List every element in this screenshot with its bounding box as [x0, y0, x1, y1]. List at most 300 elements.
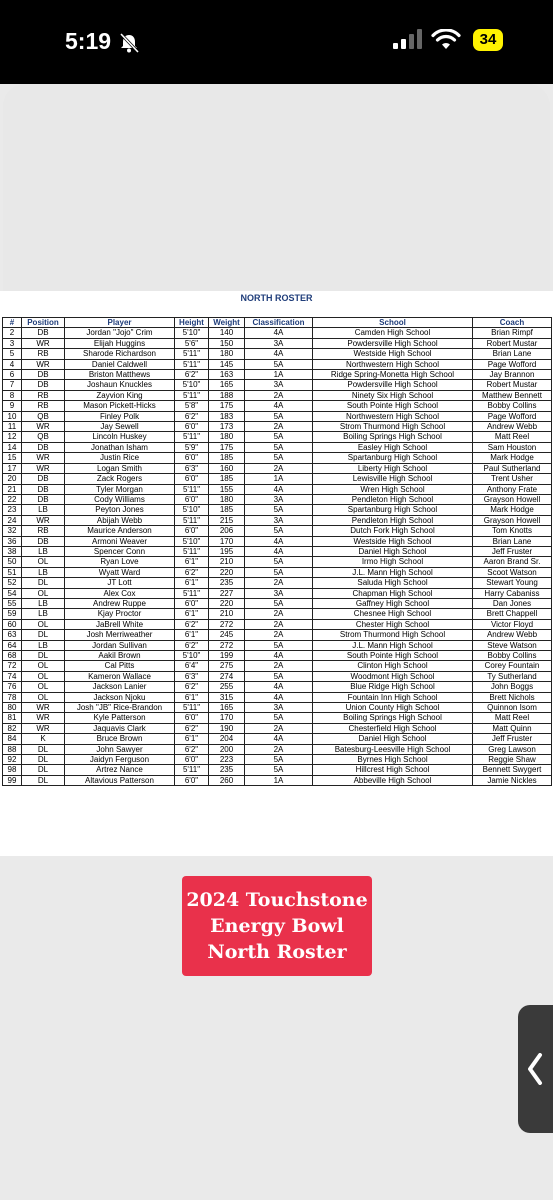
table-row	[3, 515, 552, 525]
cell-weight: 155	[209, 484, 245, 494]
cell-position: WR	[22, 703, 65, 713]
caption-line-1: 2024 Touchstone	[186, 889, 368, 911]
table-row	[3, 651, 552, 661]
cell-height: 6'0"	[175, 526, 209, 536]
cell-school: Spartanburg High School	[313, 453, 473, 463]
cell-position: OL	[22, 692, 65, 702]
cell-height: 5'10"	[175, 651, 209, 661]
cell-player: Jordan Sullivan	[65, 640, 175, 650]
cell-position: DB	[22, 328, 65, 338]
cell-position: DB	[22, 536, 65, 546]
table-row	[3, 755, 552, 765]
cell-position: DB	[22, 442, 65, 452]
cell-school: Batesburg-Leesville High School	[313, 744, 473, 754]
cell-height: 6'0"	[175, 422, 209, 432]
table-row	[3, 359, 552, 369]
cell-height: 5'11"	[175, 515, 209, 525]
cell-coach: Aaron Brand Sr.	[473, 557, 552, 567]
cell-school: Westside High School	[313, 536, 473, 546]
cell-weight: 180	[209, 349, 245, 359]
table-row	[3, 370, 552, 380]
cell-player: Ryan Love	[65, 557, 175, 567]
cell-weight: 227	[209, 588, 245, 598]
table-row	[3, 567, 552, 577]
cell-coach: Jeff Fruster	[473, 546, 552, 556]
status-bar	[0, 0, 553, 84]
cell-number: 36	[3, 536, 22, 546]
cell-position: DL	[22, 744, 65, 754]
cell-number: 22	[3, 494, 22, 504]
cell-player: Josh "JB" Rice-Brandon	[65, 703, 175, 713]
cell-weight: 180	[209, 494, 245, 504]
cell-weight: 220	[209, 598, 245, 608]
cell-height: 5'11"	[175, 765, 209, 775]
cell-school: Liberty High School	[313, 463, 473, 473]
caption-banner	[182, 876, 372, 976]
cell-player: Abijah Webb	[65, 515, 175, 525]
cell-coach: Page Wofford	[473, 411, 552, 421]
cell-coach: Robert Mustar	[473, 338, 552, 348]
cell-school: Boiling Springs High School	[313, 432, 473, 442]
cell-player: Logan Smith	[65, 463, 175, 473]
cell-school: Easley High School	[313, 442, 473, 452]
cell-coach: Sam Houston	[473, 442, 552, 452]
table-row	[3, 505, 552, 515]
cell-weight: 140	[209, 328, 245, 338]
cell-height: 6'1"	[175, 630, 209, 640]
cell-player: Jackson Lanier	[65, 682, 175, 692]
cell-school: Powdersville High School	[313, 338, 473, 348]
cell-number: 11	[3, 422, 22, 432]
cell-coach: Jamie Nickles	[473, 775, 552, 785]
cell-height: 5'11"	[175, 359, 209, 369]
table-row	[3, 713, 552, 723]
cell-school: Byrnes High School	[313, 755, 473, 765]
cell-position: LB	[22, 598, 65, 608]
cell-height: 6'0"	[175, 474, 209, 484]
column-header: Height	[175, 318, 209, 328]
cell-position: WR	[22, 359, 65, 369]
cell-coach: Paul Sutherland	[473, 463, 552, 473]
cell-weight: 180	[209, 432, 245, 442]
cell-weight: 210	[209, 609, 245, 619]
cell-weight: 170	[209, 713, 245, 723]
cell-school: Pendleton High School	[313, 515, 473, 525]
cell-classification: 1A	[245, 474, 313, 484]
cell-coach: Stewart Young	[473, 578, 552, 588]
table-row	[3, 338, 552, 348]
cell-coach: Matt Quinn	[473, 723, 552, 733]
cell-height: 6'2"	[175, 723, 209, 733]
cell-classification: 4A	[245, 734, 313, 744]
table-row	[3, 703, 552, 713]
cell-height: 5'9"	[175, 442, 209, 452]
table-row	[3, 401, 552, 411]
cell-height: 5'11"	[175, 432, 209, 442]
table-row	[3, 734, 552, 744]
cell-player: Lincoln Huskey	[65, 432, 175, 442]
cell-classification: 5A	[245, 411, 313, 421]
cell-player: Cody Williams	[65, 494, 175, 504]
cell-position: DL	[22, 651, 65, 661]
cell-coach: Quinnon Isom	[473, 703, 552, 713]
cell-classification: 4A	[245, 401, 313, 411]
cell-school: Gaffney High School	[313, 598, 473, 608]
table-row	[3, 744, 552, 754]
cell-school: J.L. Mann High School	[313, 640, 473, 650]
table-header-row	[3, 318, 552, 328]
cell-number: 76	[3, 682, 22, 692]
cell-coach: Matt Reel	[473, 432, 552, 442]
table-row	[3, 546, 552, 556]
cell-player: Tyler Morgan	[65, 484, 175, 494]
table-row	[3, 630, 552, 640]
cell-number: 2	[3, 328, 22, 338]
cell-weight: 260	[209, 775, 245, 785]
cell-player: Maurice Anderson	[65, 526, 175, 536]
cell-school: Dutch Fork High School	[313, 526, 473, 536]
cell-weight: 183	[209, 411, 245, 421]
cell-classification: 3A	[245, 338, 313, 348]
cell-height: 5'6"	[175, 338, 209, 348]
cell-coach: Andrew Webb	[473, 630, 552, 640]
cell-height: 6'2"	[175, 744, 209, 754]
cell-height: 5'10"	[175, 380, 209, 390]
cell-coach: Greg Lawson	[473, 744, 552, 754]
card-header-area	[3, 84, 550, 294]
cell-classification: 4A	[245, 546, 313, 556]
cell-weight: 235	[209, 578, 245, 588]
cell-position: K	[22, 734, 65, 744]
cell-number: 64	[3, 640, 22, 650]
cell-weight: 275	[209, 661, 245, 671]
cell-player: JT Lott	[65, 578, 175, 588]
cell-weight: 272	[209, 640, 245, 650]
cell-height: 5'11"	[175, 349, 209, 359]
cell-weight: 185	[209, 474, 245, 484]
cell-position: DB	[22, 494, 65, 504]
cell-height: 5'11"	[175, 588, 209, 598]
cell-player: Kjay Proctor	[65, 609, 175, 619]
cell-weight: 160	[209, 463, 245, 473]
cell-player: Finley Polk	[65, 411, 175, 421]
cell-height: 5'11"	[175, 546, 209, 556]
cell-school: Camden High School	[313, 328, 473, 338]
cell-position: DB	[22, 474, 65, 484]
cell-classification: 3A	[245, 380, 313, 390]
cell-classification: 2A	[245, 661, 313, 671]
cell-position: LB	[22, 567, 65, 577]
cell-school: Chesnee High School	[313, 609, 473, 619]
cell-height: 5'10"	[175, 505, 209, 515]
cell-school: Strom Thurmond High School	[313, 630, 473, 640]
cell-position: DB	[22, 484, 65, 494]
cell-weight: 165	[209, 380, 245, 390]
cell-number: 50	[3, 557, 22, 567]
cell-school: Union County High School	[313, 703, 473, 713]
cell-position: OL	[22, 671, 65, 681]
cell-number: 23	[3, 505, 22, 515]
cell-number: 12	[3, 432, 22, 442]
cell-weight: 175	[209, 401, 245, 411]
cell-position: DB	[22, 370, 65, 380]
cell-coach: Grayson Howell	[473, 515, 552, 525]
table-row	[3, 682, 552, 692]
cell-number: 54	[3, 588, 22, 598]
cell-player: Josh Merriweather	[65, 630, 175, 640]
cell-weight: 210	[209, 557, 245, 567]
cell-height: 6'2"	[175, 640, 209, 650]
cell-weight: 145	[209, 359, 245, 369]
cellular-signal-icon	[393, 28, 423, 50]
cell-number: 99	[3, 775, 22, 785]
cell-school: J.L. Mann High School	[313, 567, 473, 577]
cell-weight: 150	[209, 338, 245, 348]
table-row	[3, 526, 552, 536]
cell-school: South Pointe High School	[313, 401, 473, 411]
cell-player: Zack Rogers	[65, 474, 175, 484]
cell-school: Spartanburg High School	[313, 505, 473, 515]
cell-height: 5'10"	[175, 328, 209, 338]
cell-classification: 3A	[245, 703, 313, 713]
cell-weight: 185	[209, 505, 245, 515]
cell-coach: Scoot Watson	[473, 567, 552, 577]
cell-school: Westside High School	[313, 349, 473, 359]
cell-number: 4	[3, 359, 22, 369]
cell-player: Kyle Patterson	[65, 713, 175, 723]
cell-classification: 2A	[245, 578, 313, 588]
cell-player: Cal Pitts	[65, 661, 175, 671]
roster-body	[3, 328, 552, 786]
table-row	[3, 484, 552, 494]
cell-number: 15	[3, 453, 22, 463]
cell-position: WR	[22, 453, 65, 463]
cell-player: Artrez Nance	[65, 765, 175, 775]
cell-player: Justin Rice	[65, 453, 175, 463]
cell-player: Kameron Wallace	[65, 671, 175, 681]
cell-coach: Mark Hodge	[473, 505, 552, 515]
cell-weight: 272	[209, 619, 245, 629]
table-row	[3, 328, 552, 338]
side-panel-tab[interactable]	[518, 1005, 553, 1133]
cell-height: 6'3"	[175, 671, 209, 681]
column-header: School	[313, 318, 473, 328]
cell-player: Armoni Weaver	[65, 536, 175, 546]
table-row	[3, 588, 552, 598]
cell-classification: 5A	[245, 567, 313, 577]
cell-height: 6'0"	[175, 755, 209, 765]
cell-height: 6'0"	[175, 598, 209, 608]
cell-school: Daniel High School	[313, 734, 473, 744]
cell-weight: 165	[209, 703, 245, 713]
cell-coach: Brian Rimpf	[473, 328, 552, 338]
cell-classification: 4A	[245, 536, 313, 546]
cell-classification: 4A	[245, 682, 313, 692]
cell-height: 6'0"	[175, 494, 209, 504]
cell-position: LB	[22, 609, 65, 619]
cell-player: JaBrell White	[65, 619, 175, 629]
cell-coach: Matthew Bennett	[473, 390, 552, 400]
cell-classification: 4A	[245, 349, 313, 359]
cell-height: 6'1"	[175, 609, 209, 619]
cell-classification: 3A	[245, 515, 313, 525]
cell-player: Jordan "Jojo" Crim	[65, 328, 175, 338]
roster-table	[2, 317, 552, 786]
table-row	[3, 463, 552, 473]
chevron-left-icon	[526, 1053, 544, 1085]
cell-coach: Matt Reel	[473, 713, 552, 723]
cell-weight: 315	[209, 692, 245, 702]
column-header: #	[3, 318, 22, 328]
cell-coach: Page Wofford	[473, 359, 552, 369]
cell-weight: 204	[209, 734, 245, 744]
cell-height: 6'4"	[175, 661, 209, 671]
cell-number: 60	[3, 619, 22, 629]
cell-position: WR	[22, 515, 65, 525]
cell-number: 20	[3, 474, 22, 484]
cell-number: 24	[3, 515, 22, 525]
cell-school: Lewisville High School	[313, 474, 473, 484]
cell-position: LB	[22, 505, 65, 515]
cell-position: WR	[22, 422, 65, 432]
cell-coach: Grayson Howell	[473, 494, 552, 504]
cell-number: 14	[3, 442, 22, 452]
cell-player: Zayvion King	[65, 390, 175, 400]
cell-player: Mason Pickett-Hicks	[65, 401, 175, 411]
cell-coach: Steve Watson	[473, 640, 552, 650]
cell-weight: 206	[209, 526, 245, 536]
cell-player: Andrew Ruppe	[65, 598, 175, 608]
cell-classification: 4A	[245, 692, 313, 702]
cell-number: 8	[3, 390, 22, 400]
cell-classification: 5A	[245, 453, 313, 463]
cell-height: 5'8"	[175, 401, 209, 411]
table-row	[3, 671, 552, 681]
cell-coach: Robert Mustar	[473, 380, 552, 390]
table-row	[3, 390, 552, 400]
cell-classification: 5A	[245, 640, 313, 650]
cell-position: WR	[22, 723, 65, 733]
cell-school: Wren High School	[313, 484, 473, 494]
cell-classification: 2A	[245, 390, 313, 400]
cell-classification: 2A	[245, 630, 313, 640]
cell-coach: John Boggs	[473, 682, 552, 692]
cell-classification: 4A	[245, 651, 313, 661]
cell-school: Chester High School	[313, 619, 473, 629]
cell-height: 6'2"	[175, 619, 209, 629]
cell-height: 5'10"	[175, 536, 209, 546]
cell-number: 81	[3, 713, 22, 723]
cell-coach: Bobby Collins	[473, 651, 552, 661]
bell-slash-icon	[118, 33, 140, 53]
cell-coach: Brian Lane	[473, 349, 552, 359]
cell-school: Clinton High School	[313, 661, 473, 671]
table-row	[3, 578, 552, 588]
cell-height: 5'11"	[175, 484, 209, 494]
cell-player: Aakil Brown	[65, 651, 175, 661]
cell-coach: Jay Brannon	[473, 370, 552, 380]
cell-number: 55	[3, 598, 22, 608]
cell-coach: Reggie Shaw	[473, 755, 552, 765]
cell-player: John Sawyer	[65, 744, 175, 754]
cell-position: WR	[22, 463, 65, 473]
cell-height: 6'1"	[175, 734, 209, 744]
cell-coach: Ty Sutherland	[473, 671, 552, 681]
cell-number: 3	[3, 338, 22, 348]
cell-classification: 4A	[245, 328, 313, 338]
table-row	[3, 557, 552, 567]
cell-number: 78	[3, 692, 22, 702]
caption-line-2: Energy Bowl	[210, 915, 344, 937]
cell-coach: Mark Hodge	[473, 453, 552, 463]
table-row	[3, 494, 552, 504]
cell-school: Strom Thurmond High School	[313, 422, 473, 432]
cell-position: QB	[22, 411, 65, 421]
column-header: Player	[65, 318, 175, 328]
cell-school: Daniel High School	[313, 546, 473, 556]
cell-weight: 215	[209, 515, 245, 525]
cell-number: 21	[3, 484, 22, 494]
cell-height: 5'11"	[175, 703, 209, 713]
column-header: Weight	[209, 318, 245, 328]
cell-coach: Bennett Swygert	[473, 765, 552, 775]
cell-school: Boiling Springs High School	[313, 713, 473, 723]
table-row	[3, 775, 552, 785]
cell-number: 52	[3, 578, 22, 588]
cell-player: Wyatt Ward	[65, 567, 175, 577]
table-row	[3, 442, 552, 452]
cell-position: OL	[22, 619, 65, 629]
cell-classification: 5A	[245, 526, 313, 536]
cell-position: WR	[22, 338, 65, 348]
cell-weight: 199	[209, 651, 245, 661]
cell-coach: Brian Lane	[473, 536, 552, 546]
cell-school: Saluda High School	[313, 578, 473, 588]
cell-school: Chesterfield High School	[313, 723, 473, 733]
cell-number: 68	[3, 651, 22, 661]
cell-coach: Dan Jones	[473, 598, 552, 608]
cell-number: 38	[3, 546, 22, 556]
cell-position: OL	[22, 682, 65, 692]
cell-player: Alex Cox	[65, 588, 175, 598]
cell-coach: Brett Nichols	[473, 692, 552, 702]
column-header: Classification	[245, 318, 313, 328]
cell-position: OL	[22, 661, 65, 671]
cell-number: 63	[3, 630, 22, 640]
cell-weight: 188	[209, 390, 245, 400]
cell-weight: 255	[209, 682, 245, 692]
cell-number: 74	[3, 671, 22, 681]
table-row	[3, 609, 552, 619]
cell-position: QB	[22, 432, 65, 442]
cell-position: DL	[22, 630, 65, 640]
table-row	[3, 411, 552, 421]
cell-number: 80	[3, 703, 22, 713]
cell-number: 6	[3, 370, 22, 380]
cell-school: Abbeville High School	[313, 775, 473, 785]
cell-classification: 5A	[245, 505, 313, 515]
cell-school: South Pointe High School	[313, 651, 473, 661]
cell-height: 6'2"	[175, 682, 209, 692]
cell-player: Jaquavis Clark	[65, 723, 175, 733]
cell-weight: 195	[209, 546, 245, 556]
cell-number: 5	[3, 349, 22, 359]
cell-coach: Corey Fountain	[473, 661, 552, 671]
table-row	[3, 619, 552, 629]
cell-position: OL	[22, 557, 65, 567]
cell-school: Woodmont High School	[313, 671, 473, 681]
table-row	[3, 422, 552, 432]
